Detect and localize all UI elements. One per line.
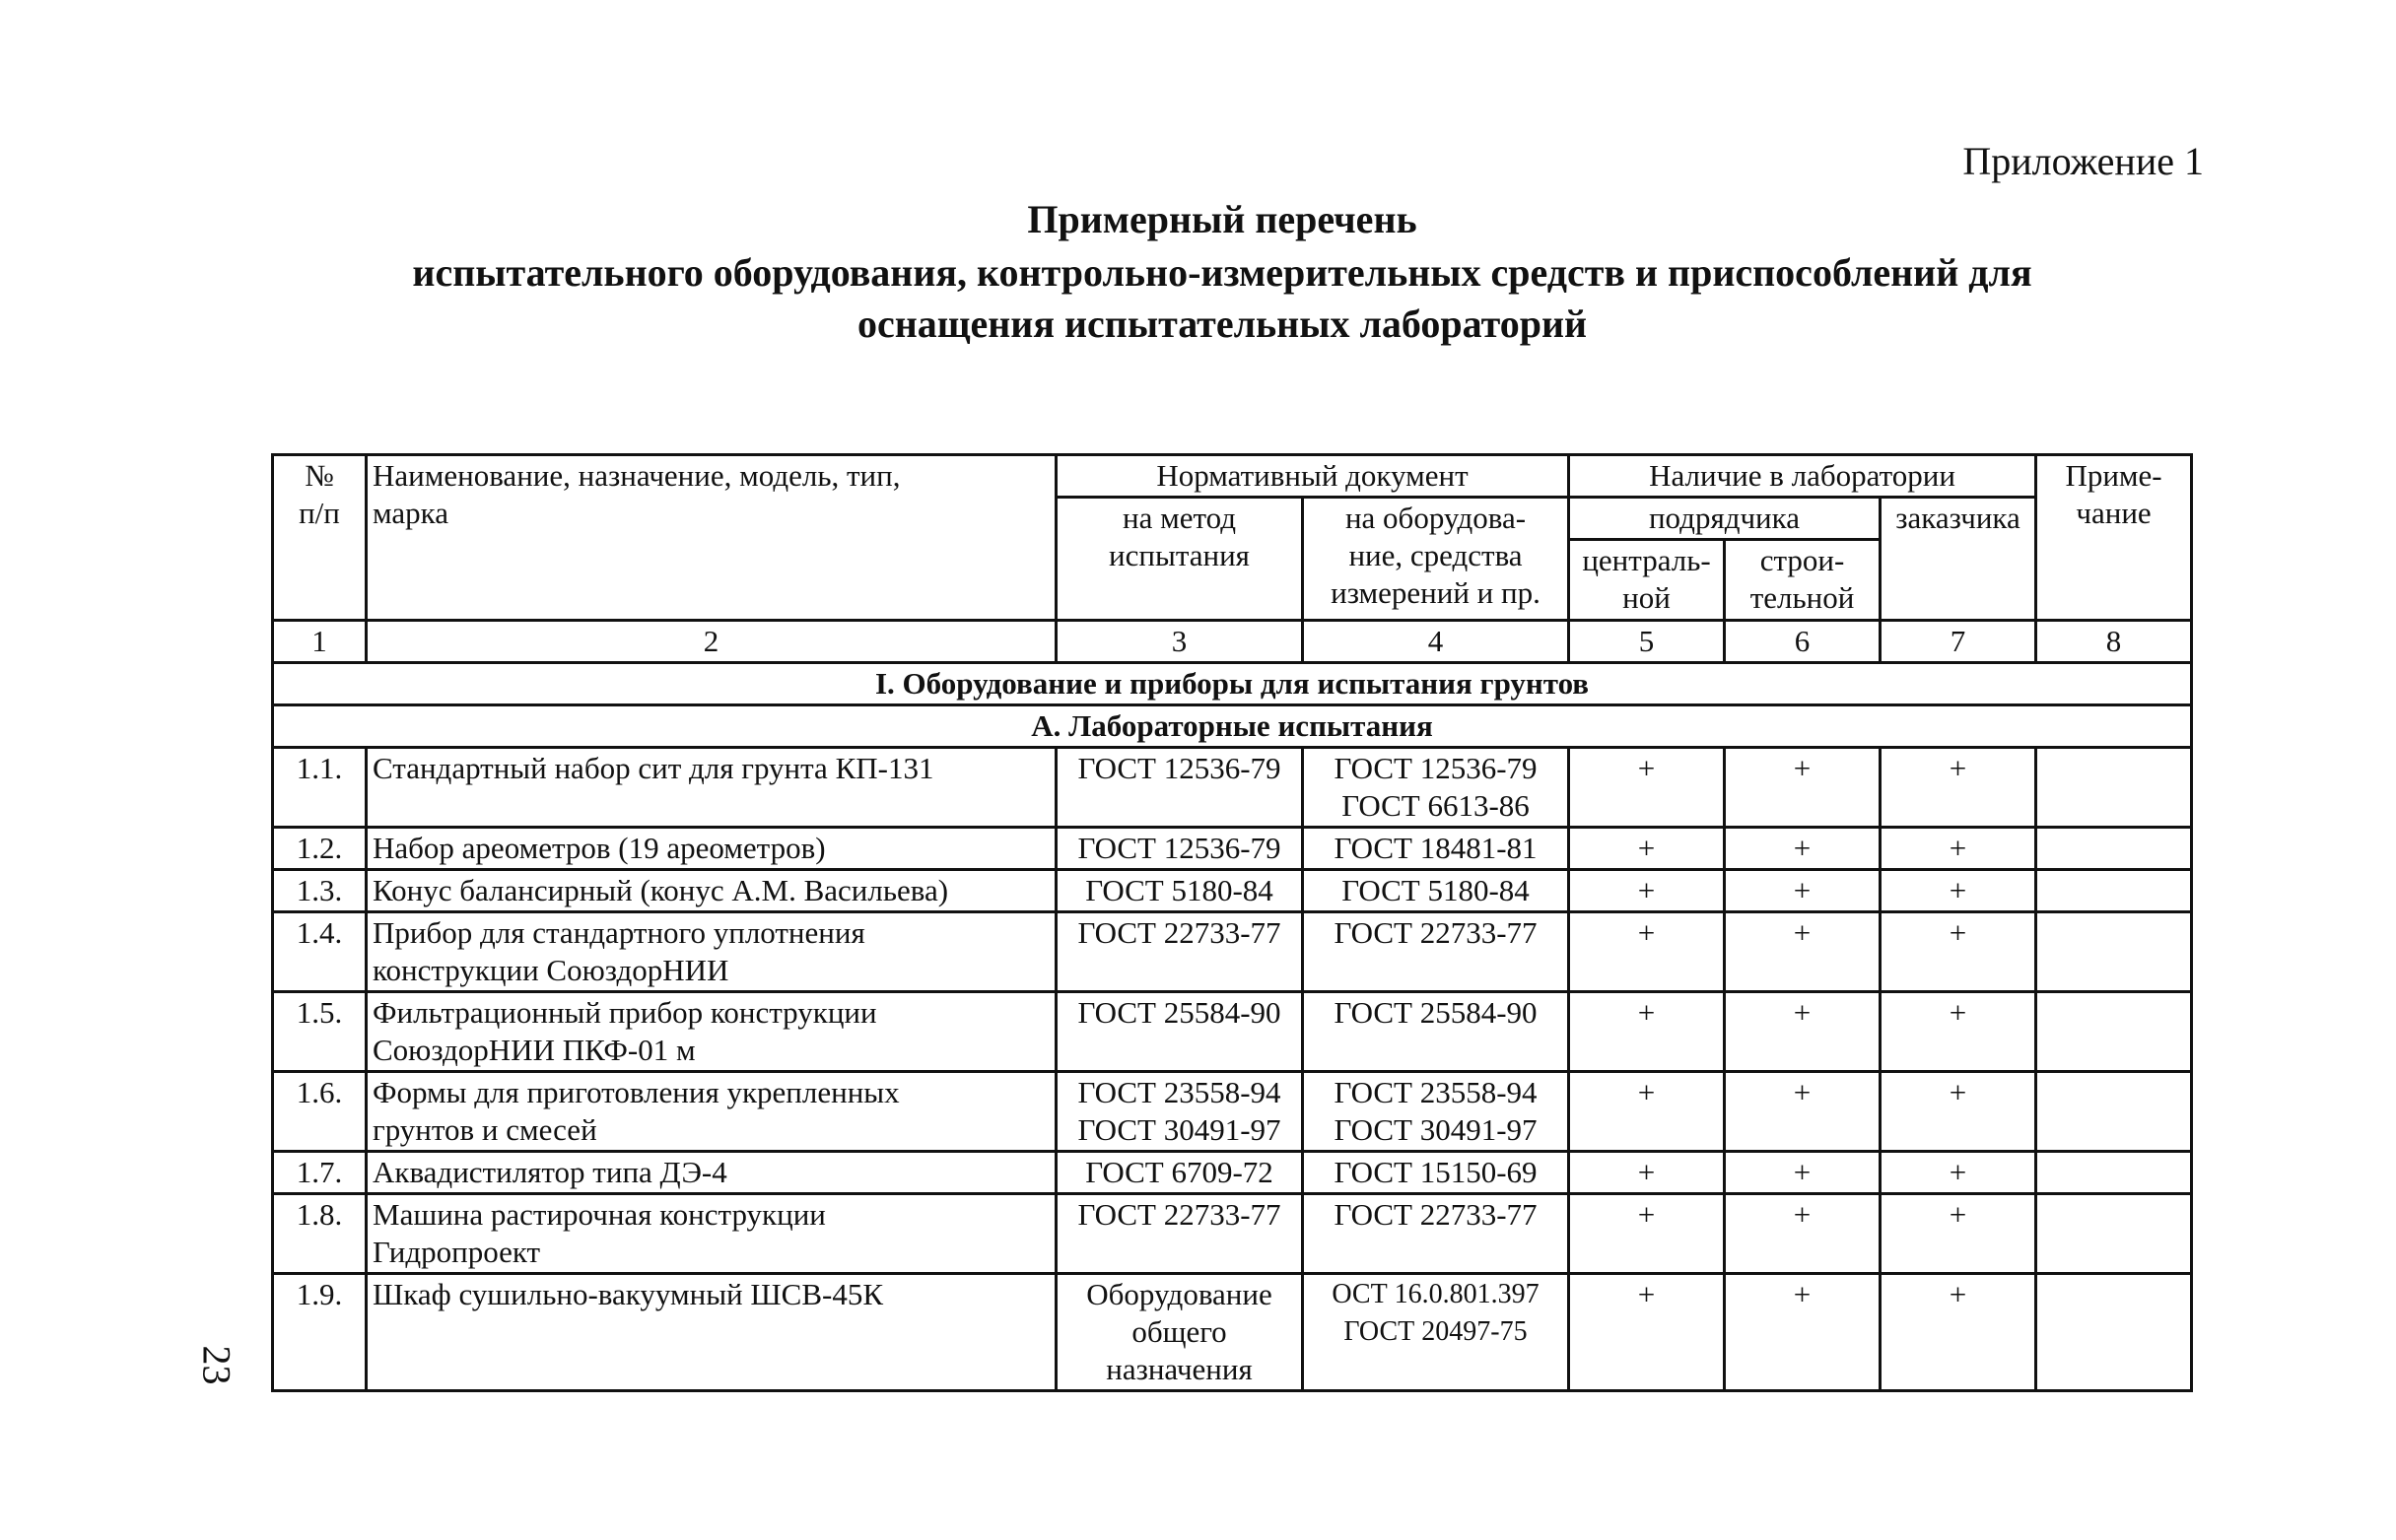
- header-note-line-1: Приме-: [2065, 458, 2162, 493]
- row-customer: +: [1881, 1072, 2036, 1152]
- subsection-row: [273, 705, 2192, 748]
- row-name: [367, 1152, 1057, 1194]
- col-number-7: 7: [1881, 621, 2036, 663]
- row-construction: +: [1725, 828, 1881, 870]
- row-equipment-doc: [1303, 828, 1569, 870]
- row-num: 1.8.: [273, 1194, 367, 1274]
- row-equipment-line: ГОСТ 6613-86: [1341, 788, 1530, 823]
- row-name-line: Стандартный набор сит для грунта КП-131: [373, 751, 934, 785]
- row-name-line: Формы для приготовления укрепленных: [373, 1075, 900, 1109]
- row-method-line: ГОСТ 25584-90: [1077, 995, 1281, 1030]
- row-equipment-doc: [1303, 912, 1569, 992]
- row-name: [367, 828, 1057, 870]
- table-row: [273, 1152, 2192, 1194]
- header-name-line-2: марка: [373, 496, 449, 530]
- header-contractor: подрядчика: [1569, 498, 1881, 540]
- row-customer: +: [1881, 870, 2036, 912]
- row-num: 1.1.: [273, 748, 367, 828]
- header-method: [1057, 498, 1303, 621]
- table-row: [273, 1194, 2192, 1274]
- row-num: 1.2.: [273, 828, 367, 870]
- row-construction: +: [1725, 912, 1881, 992]
- section-row: [273, 663, 2192, 705]
- row-method-doc: [1057, 912, 1303, 992]
- row-note: [2036, 1152, 2192, 1194]
- row-name-line: Аквадистилятор типа ДЭ-4: [373, 1155, 727, 1189]
- row-customer: +: [1881, 1194, 2036, 1274]
- row-method-line: ГОСТ 22733-77: [1077, 915, 1281, 950]
- header-construction-line-2: тельной: [1749, 580, 1855, 615]
- row-equipment-line: ГОСТ 25584-90: [1334, 995, 1538, 1030]
- row-construction: +: [1725, 1072, 1881, 1152]
- header-name-line-1: Наименование, назначение, модель, тип,: [373, 458, 901, 493]
- row-name-line: Шкаф сушильно-вакуумный ШСВ-45К: [373, 1277, 883, 1311]
- col-number-8: 8: [2036, 621, 2192, 663]
- row-method-doc: [1057, 870, 1303, 912]
- row-equipment-line: ГОСТ 23558-94: [1334, 1075, 1538, 1109]
- header-equipment-line-3: измерений и пр.: [1331, 575, 1540, 610]
- row-central: +: [1569, 1152, 1725, 1194]
- row-customer: +: [1881, 1152, 2036, 1194]
- row-name-line: Фильтрационный прибор конструкции: [373, 995, 877, 1030]
- col-number-1: 1: [273, 621, 367, 663]
- row-note: [2036, 1072, 2192, 1152]
- row-name-line: грунтов и смесей: [373, 1112, 597, 1147]
- row-central: +: [1569, 748, 1725, 828]
- row-central: +: [1569, 828, 1725, 870]
- header-method-line-2: испытания: [1109, 538, 1250, 572]
- row-central: +: [1569, 912, 1725, 992]
- header-equipment-line-2: ние, средства: [1348, 538, 1523, 572]
- row-equipment-doc: [1303, 870, 1569, 912]
- row-construction: +: [1725, 1152, 1881, 1194]
- header-central-line-2: ной: [1622, 580, 1671, 615]
- row-method-doc: [1057, 1194, 1303, 1274]
- row-customer: +: [1881, 992, 2036, 1072]
- row-num: 1.9.: [273, 1274, 367, 1391]
- row-method-line: общего: [1131, 1314, 1227, 1349]
- row-num: 1.3.: [273, 870, 367, 912]
- row-note: [2036, 1194, 2192, 1274]
- header-central: [1569, 540, 1725, 621]
- header-row-1: [273, 455, 2192, 498]
- row-central: +: [1569, 992, 1725, 1072]
- col-number-4: 4: [1303, 621, 1569, 663]
- row-name: [367, 992, 1057, 1072]
- section-title: I. Оборудование и приборы для испытания грунтов: [273, 663, 2192, 705]
- row-method-doc: [1057, 748, 1303, 828]
- header-equipment-line-1: на оборудова-: [1344, 501, 1527, 535]
- row-equipment-line: ОСТ 16.0.801.397: [1332, 1279, 1540, 1309]
- row-name-line: Прибор для стандартного уплотнения: [373, 915, 865, 950]
- header-availability: Наличие в лаборатории: [1569, 455, 2036, 498]
- row-name: [367, 1194, 1057, 1274]
- row-central: +: [1569, 870, 1725, 912]
- table-row: [273, 912, 2192, 992]
- row-name-line: Гидропроект: [373, 1235, 541, 1269]
- header-method-line-1: на метод: [1123, 501, 1236, 535]
- row-method-line: ГОСТ 22733-77: [1077, 1197, 1281, 1232]
- table-row: [273, 1072, 2192, 1152]
- row-name: [367, 1072, 1057, 1152]
- subsection-title: А. Лабораторные испытания: [273, 705, 2192, 748]
- row-method-line: ГОСТ 12536-79: [1077, 751, 1281, 785]
- header-num-line-2: п/п: [299, 496, 340, 530]
- header-central-line-1: централь-: [1582, 543, 1711, 577]
- row-equipment-line: ГОСТ 30491-97: [1334, 1112, 1538, 1147]
- row-name-line: Машина растирочная конструкции: [373, 1197, 826, 1232]
- row-note: [2036, 912, 2192, 992]
- row-customer: +: [1881, 748, 2036, 828]
- row-name-line: Набор ареометров (19 ареометров): [373, 831, 826, 865]
- page-number: 23: [194, 1345, 240, 1385]
- col-number-3: 3: [1057, 621, 1303, 663]
- row-equipment-line: ГОСТ 5180-84: [1341, 873, 1530, 907]
- row-central: +: [1569, 1194, 1725, 1274]
- header-construction: [1725, 540, 1881, 621]
- row-customer: +: [1881, 828, 2036, 870]
- row-method-doc: [1057, 1072, 1303, 1152]
- header-note-line-2: чание: [2076, 496, 2152, 530]
- row-method-line: ГОСТ 5180-84: [1085, 873, 1273, 907]
- row-construction: +: [1725, 992, 1881, 1072]
- row-equipment-doc: [1303, 748, 1569, 828]
- row-equipment-line: ГОСТ 22733-77: [1334, 1197, 1538, 1232]
- header-equipment: [1303, 498, 1569, 621]
- col-number-5: 5: [1569, 621, 1725, 663]
- row-construction: +: [1725, 1194, 1881, 1274]
- row-equipment-line: ГОСТ 12536-79: [1334, 751, 1538, 785]
- row-construction: +: [1725, 748, 1881, 828]
- row-name-line: СоюздорНИИ ПКФ-01 м: [373, 1033, 696, 1067]
- row-note: [2036, 828, 2192, 870]
- row-equipment-doc: [1303, 1194, 1569, 1274]
- row-num: 1.6.: [273, 1072, 367, 1152]
- row-customer: +: [1881, 1274, 2036, 1391]
- page-title: Примерный перечень: [1027, 197, 1417, 241]
- table-row: [273, 748, 2192, 828]
- row-method-line: Оборудование: [1086, 1277, 1272, 1311]
- col-number-2: 2: [367, 621, 1057, 663]
- row-method-doc: [1057, 1152, 1303, 1194]
- page-title-line-2: испытательного оборудования, контрольно-измерительных средств и приспособлений для: [412, 250, 2032, 295]
- row-num: 1.5.: [273, 992, 367, 1072]
- header-note: [2036, 455, 2192, 621]
- row-equipment-line: ГОСТ 20497-75: [1343, 1316, 1528, 1347]
- row-name: [367, 912, 1057, 992]
- row-method-line: ГОСТ 6709-72: [1085, 1155, 1273, 1189]
- header-num: [273, 455, 367, 621]
- row-construction: +: [1725, 870, 1881, 912]
- row-note: [2036, 870, 2192, 912]
- row-num: 1.7.: [273, 1152, 367, 1194]
- row-central: +: [1569, 1274, 1725, 1391]
- row-equipment-doc: [1303, 1072, 1569, 1152]
- row-note: [2036, 992, 2192, 1072]
- row-equipment-line: ГОСТ 22733-77: [1334, 915, 1538, 950]
- col-number-6: 6: [1725, 621, 1881, 663]
- row-equipment-doc: [1303, 1152, 1569, 1194]
- table-row: [273, 1274, 2192, 1391]
- row-method-line: ГОСТ 12536-79: [1077, 831, 1281, 865]
- row-equipment-doc: [1303, 992, 1569, 1072]
- row-name-line: конструкции СоюздорНИИ: [373, 953, 729, 987]
- column-number-row: [273, 621, 2192, 663]
- row-name: [367, 1274, 1057, 1391]
- row-equipment-line: ГОСТ 15150-69: [1334, 1155, 1538, 1189]
- equipment-table: [271, 453, 2193, 1392]
- row-method-line: назначения: [1106, 1352, 1253, 1386]
- row-equipment-line: ГОСТ 18481-81: [1334, 831, 1538, 865]
- row-name-line: Конус балансирный (конус А.М. Васильева): [373, 873, 949, 907]
- row-method-doc: [1057, 828, 1303, 870]
- header-normative-doc: Нормативный документ: [1057, 455, 1569, 498]
- row-method-line: ГОСТ 23558-94: [1077, 1075, 1281, 1109]
- row-method-doc: [1057, 1274, 1303, 1391]
- row-method-line: ГОСТ 30491-97: [1077, 1112, 1281, 1147]
- appendix-label: Приложение 1: [1962, 139, 2204, 183]
- table-row: [273, 828, 2192, 870]
- header-num-line-1: №: [305, 458, 334, 493]
- row-central: +: [1569, 1072, 1725, 1152]
- table-row: [273, 870, 2192, 912]
- row-num: 1.4.: [273, 912, 367, 992]
- row-construction: +: [1725, 1274, 1881, 1391]
- row-note: [2036, 748, 2192, 828]
- header-customer: заказчика: [1881, 498, 2036, 621]
- row-name: [367, 748, 1057, 828]
- row-equipment-doc: [1303, 1274, 1569, 1391]
- row-method-doc: [1057, 992, 1303, 1072]
- header-construction-line-1: строи-: [1759, 543, 1845, 577]
- row-note: [2036, 1274, 2192, 1391]
- header-name: [367, 455, 1057, 621]
- row-name: [367, 870, 1057, 912]
- table-row: [273, 992, 2192, 1072]
- page-title-line-3: оснащения испытательных лабораторий: [856, 301, 1588, 346]
- row-customer: +: [1881, 912, 2036, 992]
